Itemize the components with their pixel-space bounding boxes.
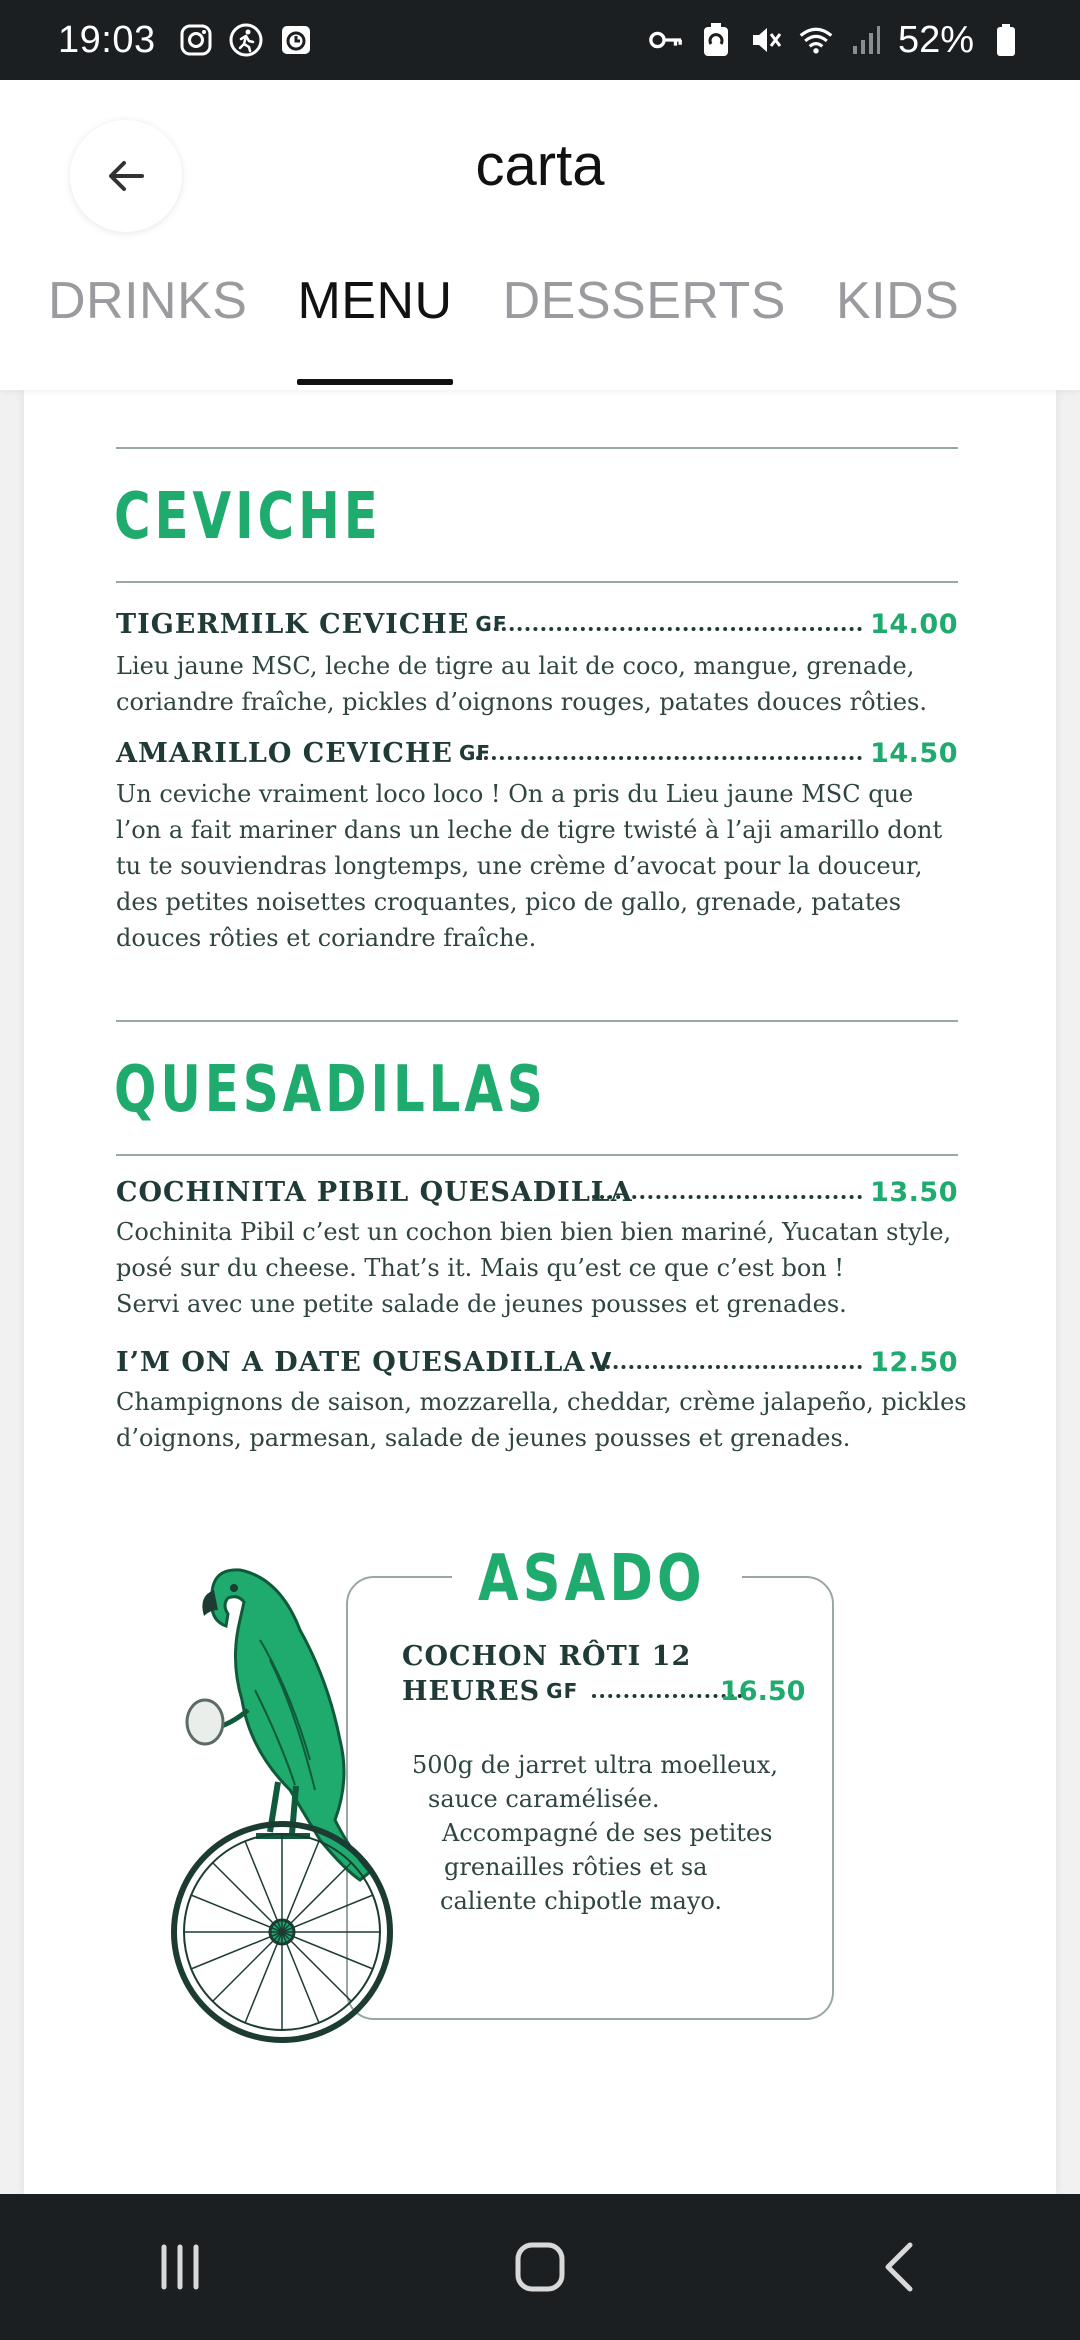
vegetarian-tag: V [591,1348,613,1378]
desc-line: douces rôties et coriandre fraîche. [116,924,537,952]
key-icon [648,22,684,58]
gluten-free-tag: GF [475,612,508,636]
tab-desserts[interactable]: DESSERTS [502,272,786,330]
tab-kids[interactable]: KIDS [835,272,960,330]
category-tabs [48,265,1009,385]
item-name-line-wrap [402,1674,702,1709]
desc-line: Champignons de saison, mozzarella, cheddar, crème jalapeño, pickles [116,1388,967,1416]
recent-apps-icon [150,2237,210,2297]
item-price: 16.50 [720,1676,806,1707]
desc-line: des petites noisettes croquantes, pico de gallo, grenade, patates [116,888,902,916]
desc-line: coriandre fraîche, pickles d’oignons rouges, patates douces rôties. [116,688,927,716]
item-name-line: HEURES [402,1676,541,1707]
desc-line: caliente chipotle mayo. [440,1887,723,1915]
section-title-asado: ASADO [478,1542,706,1616]
item-description [116,1384,976,1456]
desc-line: grenailles rôties et sa [444,1853,708,1881]
status-bar [0,0,1080,80]
status-left [58,19,314,62]
desc-line: Lieu jaune MSC, leche de tigre au lait de coco, mangue, grenade, [116,652,915,680]
desc-line: tu te souviendras longtemps, une crème d’avocat pour la douceur, [116,852,923,880]
item-name: AMARILLO CEVICHE [116,738,453,769]
asado-item-name [402,1640,702,1709]
recent-apps-button[interactable] [120,2222,240,2312]
desc-line: posé sur du cheese. That’s it. Mais qu’est ce que c’est bon ! [116,1254,845,1282]
page-title: carta [475,133,605,198]
item-name: I’M ON A DATE QUESADILLA [116,1347,586,1378]
recycle-battery-icon [698,22,734,58]
running-icon [228,22,264,58]
menu-page[interactable] [24,390,1056,2194]
app-header [0,80,1080,390]
battery-icon [988,22,1024,58]
desc-line: l’on a fait mariner dans un leche de tigre twisté à l’aji amarillo dont [116,816,943,844]
desc-line: d’oignons, parmesan, salade de jeunes pousses et grenades. [116,1424,851,1452]
status-right [648,19,1024,62]
item-description [412,1748,792,1918]
desc-line: Servi avec une petite salade de jeunes pousses et grenades. [116,1290,847,1318]
item-price: 14.50 [870,738,958,769]
item-name-line: COCHON RÔTI 12 [402,1641,692,1672]
instagram-icon [178,22,214,58]
section-title-ceviche: CEVICHE [114,480,382,554]
item-price: 12.50 [870,1347,958,1378]
back-icon [870,2237,930,2297]
wifi-icon [798,22,834,58]
item-price: 14.00 [870,609,958,640]
calendar-icon [278,22,314,58]
desc-line: Accompagné de ses petites [442,1819,773,1847]
battery-percent: 52% [897,18,974,61]
desc-line: 500g de jarret ultra moelleux, [412,1751,778,1779]
mute-icon [748,22,784,58]
system-back-button[interactable] [840,2222,960,2312]
desc-line: Un ceviche vraiment loco loco ! On a pris du Lieu jaune MSC que [116,780,914,808]
item-name: COCHINITA PIBIL QUESADILLA [116,1177,633,1208]
tab-menu[interactable]: MENU [297,265,452,385]
status-time: 19:03 [58,18,156,61]
tab-drinks[interactable]: DRINKS [48,272,248,330]
section-title-quesadillas: QUESADILLAS [114,1053,547,1127]
signal-icon [848,22,884,58]
desc-line: sauce caramélisée. [428,1785,660,1813]
system-nav-bar [0,2194,1080,2340]
home-button[interactable] [480,2222,600,2312]
item-price: 13.50 [870,1177,958,1208]
gluten-free-tag: GF [546,1679,579,1703]
desc-line: Cochinita Pibil c’est un cochon bien bien bien mariné, Yucatan style, [116,1218,952,1246]
home-icon [510,2237,570,2297]
gluten-free-tag: GF [458,741,492,765]
item-name: TIGERMILK CEVICHE [116,609,470,640]
